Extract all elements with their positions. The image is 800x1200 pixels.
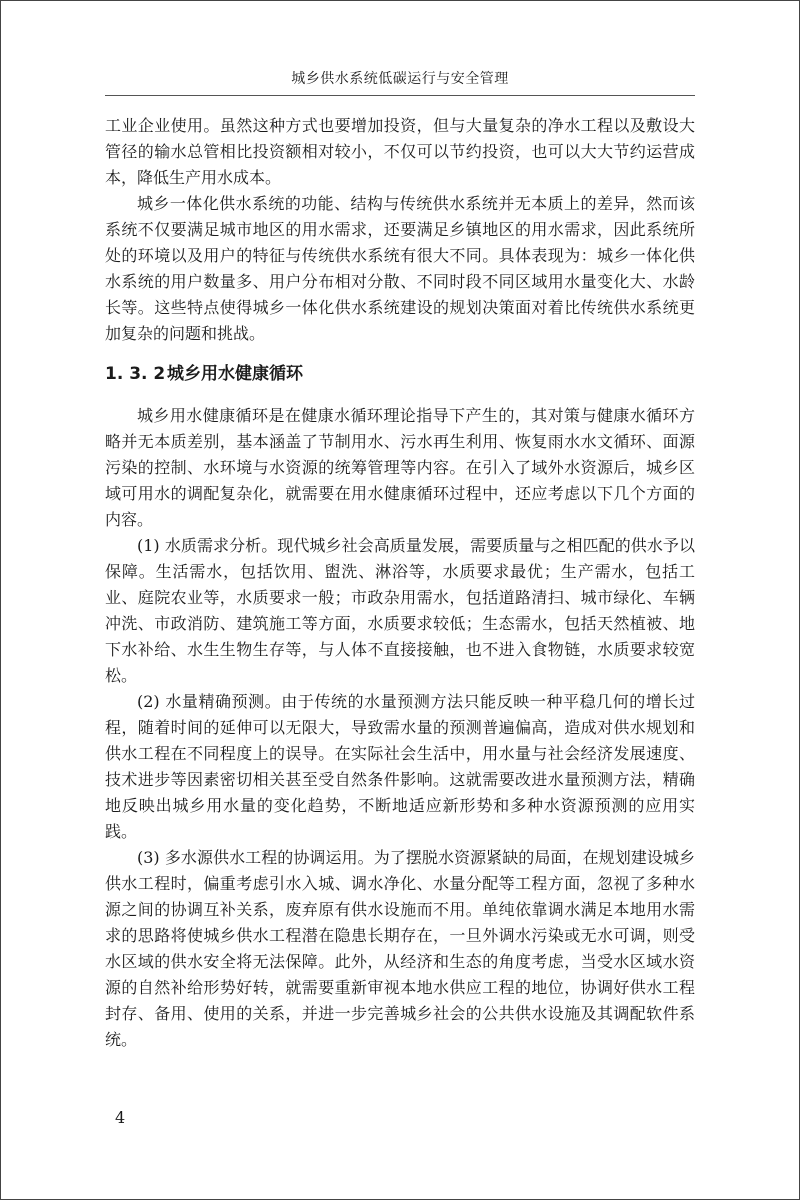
paragraph-integrated-system: 城乡一体化供水系统的功能、结构与传统供水系统并无本质上的差异，然而该系统不仅要满足城市地区的用水需求，还要满足乡镇地区的用水需求，因此系统所处的环境以及用户的特征与传统供水系统有很大不同。具体表现为：城乡一体化供水系统的用户数量多、用户分布相对分散、不同时段不同区域用水量变化大、水龄长等。这些特点使得城乡一体化供水系统建设的规划决策面对着比传统供水系统更加复杂的问题和挑战。 bbox=[105, 194, 695, 343]
paragraph-continuation: 工业企业使用。虽然这种方式也要增加投资，但与大量复杂的净水工程以及敷设大管径的输水总管相比投资额相对较小，不仅可以节约投资，也可以大大节约运营成本，降低生产用水成本。 bbox=[105, 116, 695, 187]
page-number: 4 bbox=[115, 1108, 126, 1127]
paragraph-item-water-quantity: (2) 水量精确预测。由于传统的水量预测方法只能反映一种平稳几何的增长过程，随着时间的延伸可以无限大，导致需水量的预测普遍偏高，造成对供水规划和供水工程在不同程度上的误导。在实际社会生活中，用水量与社会经济发展速度、技术进步等因素密切相关甚至受自然条件影响。这就需要改进水量预测方法，精确地反映出城乡用水量的变化趋势，不断地适应新形势和多种水资源预测的应用实践。 bbox=[105, 692, 695, 841]
running-head: 城乡供水系统低碳运行与安全管理 bbox=[291, 71, 509, 87]
page-body bbox=[105, 113, 695, 1053]
paragraph-healthy-cycle-intro: 城乡用水健康循环是在健康水循环理论指导下产生的，其对策与健康水循环方略并无本质差别，基本涵盖了节制用水、污水再生利用、恢复雨水水文循环、面源污染的控制、水环境与水资源的统筹管理等内容。在引入了域外水资源后，城乡区域可用水的调配复杂化，就需要在用水健康循环过程中，还应考虑以下几个方面的内容。 bbox=[105, 406, 695, 529]
header-rule bbox=[105, 95, 695, 96]
section-heading bbox=[105, 362, 695, 386]
section-number: 1. 3. 2 bbox=[105, 364, 166, 384]
section-title: 城乡用水健康循环 bbox=[167, 364, 303, 384]
paragraph-item-water-quality: (1) 水质需求分析。现代城乡社会高质量发展，需要质量与之相匹配的供水予以保障。生活需水，包括饮用、盥洗、淋浴等，水质要求最优；生产需水，包括工业、庭院农业等，水质要求一般；市政杂用需水，包括道路清扫、城市绿化、车辆冲洗、市政消防、建筑施工等方面，水质要求较低；生态需水，包括天然植被、地下水补给、水生生物生存等，与人体不直接接触，也不进入食物链，水质要求较宽松。 bbox=[105, 536, 695, 685]
paragraph-item-multi-source: (3) 多水源供水工程的协调运用。为了摆脱水资源紧缺的局面，在规划建设城乡供水工程时，偏重考虑引水入城、调水净化、水量分配等工程方面，忽视了多种水源之间的协调互补关系，废弃原有供水设施而不用。单纯依靠调水满足本地用水需求的思路将使城乡供水工程潜在隐患长期存在，一旦外调水污染或无水可调，则受水区域的供水安全将无法保障。此外，从经济和生态的角度考虑，当受水区域水资源的自然补给形势好转，就需要重新审视本地水供应工程的地位，协调好供水工程封存、备用、使用的关系，并进一步完善城乡社会的公共供水设施及其调配软件系统。 bbox=[105, 848, 695, 1049]
